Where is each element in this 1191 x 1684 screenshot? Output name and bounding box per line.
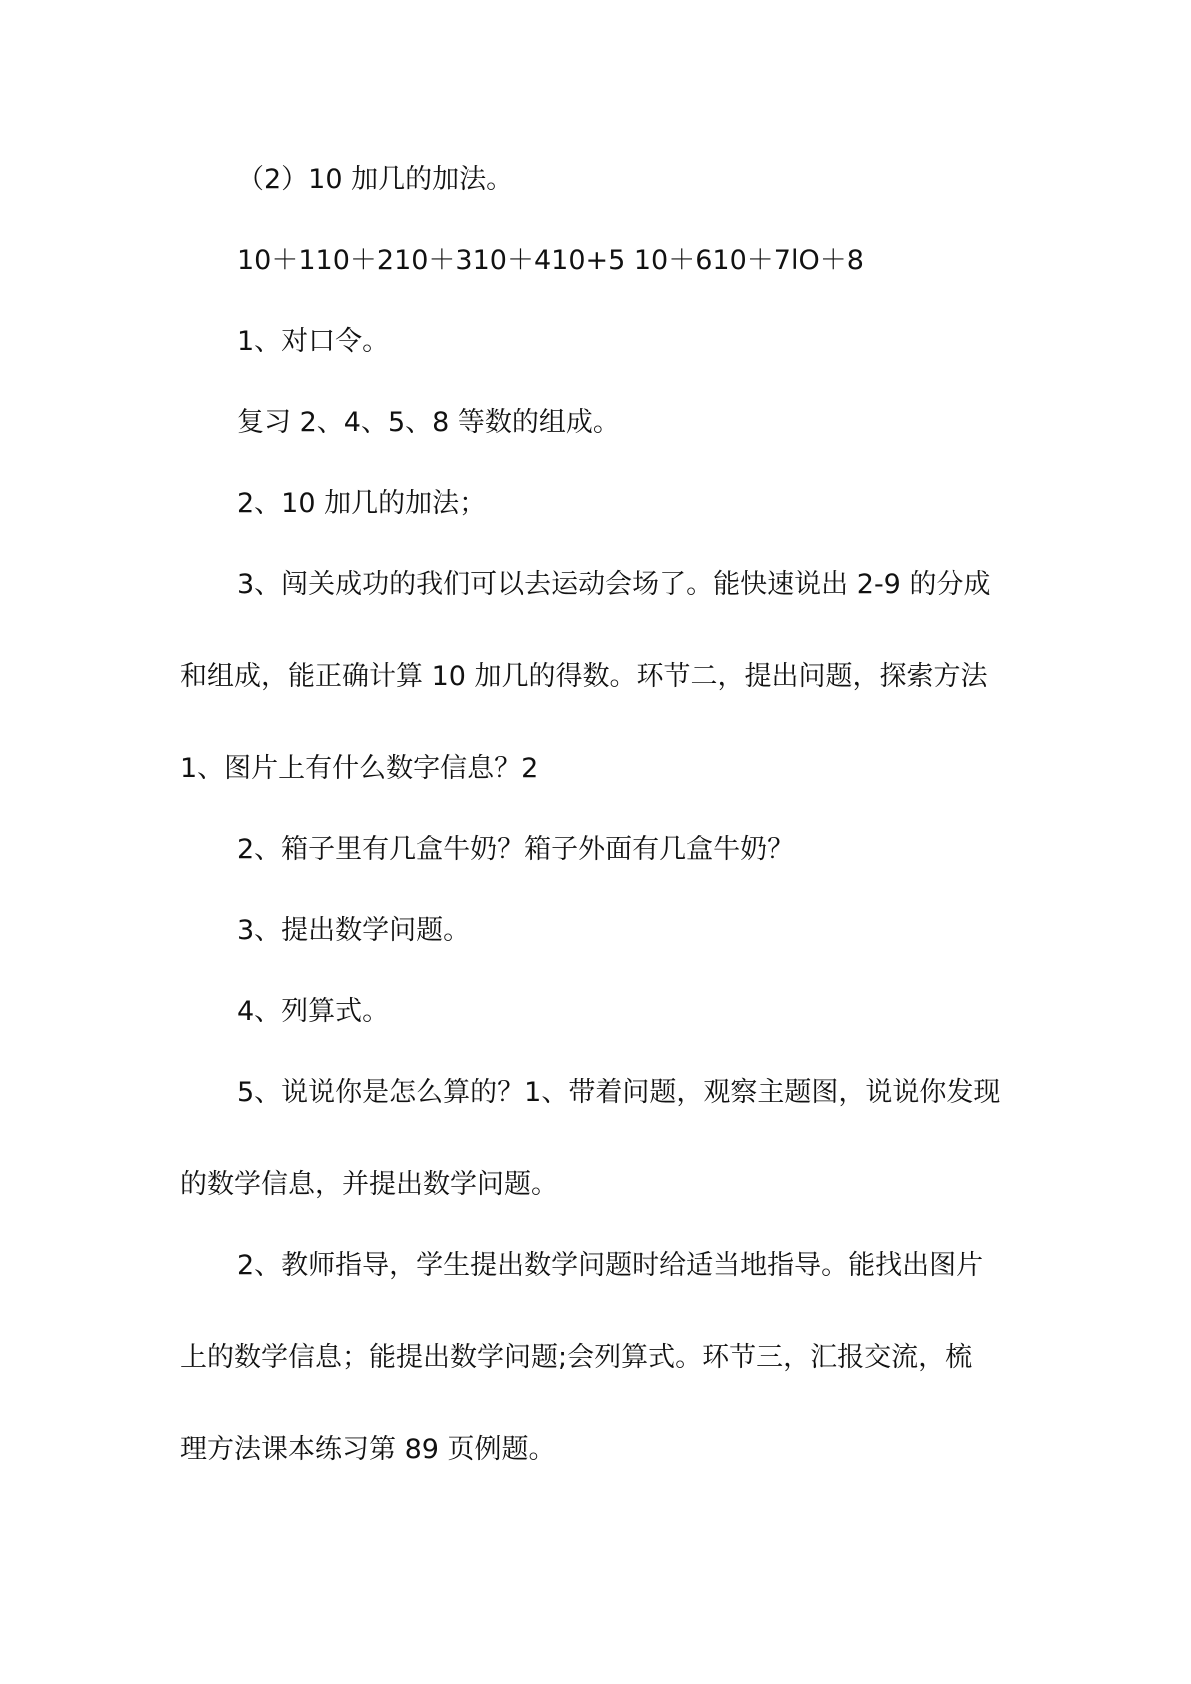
paragraph-line: 上的数学信息；能提出数学问题;会列算式。环节三，汇报交流，梳 (180, 1342, 973, 1373)
paragraph-line: 3、闯关成功的我们可以去运动会场了。能快速说出 2-9 的分成 (237, 569, 991, 600)
paragraph-line: 理方法课本练习第 89 页例题。 (180, 1434, 556, 1465)
document-body (180, 160, 1020, 1470)
paragraph-line: 1、图片上有什么数字信息？2 (180, 753, 539, 784)
paragraph-line: 2、10 加几的加法； (237, 488, 487, 519)
paragraph-line: 10＋110＋210＋310＋410+5 10＋610＋7lO＋8 (237, 245, 864, 276)
paragraph-line: 复习 2、4、5、8 等数的组成。 (237, 407, 620, 438)
paragraph-line: 1、对口令。 (237, 326, 390, 357)
paragraph-line: 2、教师指导，学生提出数学问题时给适当地指导。能找出图片 (237, 1250, 984, 1281)
paragraph-line: （2）10 加几的加法。 (237, 164, 514, 195)
paragraph-line: 的数学信息，并提出数学问题。 (180, 1169, 558, 1200)
paragraph-line: 3、提出数学问题。 (237, 915, 471, 946)
paragraph-line: 和组成，能正确计算 10 加几的得数。环节二，提出问题，探索方法 (180, 661, 988, 692)
paragraph-line: 5、说说你是怎么算的？1、带着问题，观察主题图，说说你发现 (237, 1077, 1001, 1108)
paragraph-line: 2、箱子里有几盒牛奶？箱子外面有几盒牛奶？ (237, 834, 795, 865)
paragraph-line: 4、列算式。 (237, 996, 390, 1027)
